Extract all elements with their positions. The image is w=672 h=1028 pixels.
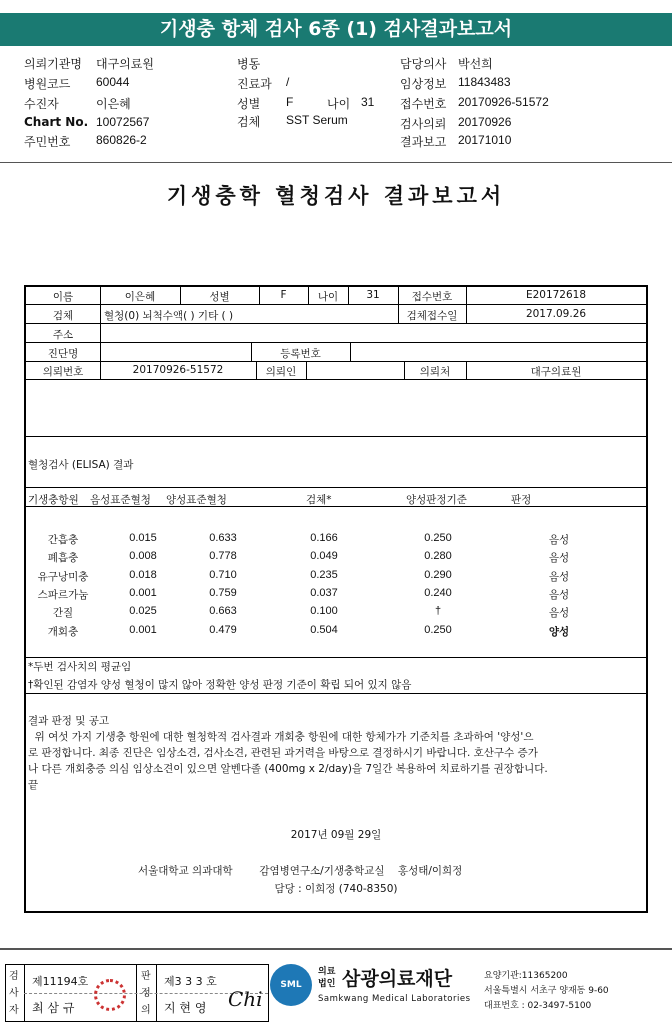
- footer: [0, 958, 672, 1028]
- signature: Chi: [228, 987, 263, 1011]
- row-pos: 0.759: [209, 586, 237, 599]
- patient-label: 수진자: [24, 97, 59, 111]
- row-name: 폐흡충: [47, 552, 79, 565]
- chart-value: 10072567: [96, 115, 150, 129]
- report-box: [24, 285, 648, 913]
- diagnosis-label: 진단명: [47, 348, 79, 360]
- row-result: 음성: [548, 607, 570, 620]
- row-neg: 0.015: [129, 532, 157, 544]
- org-code: 요양기관:11365200: [484, 971, 568, 981]
- row-sample: 0.166: [310, 532, 338, 544]
- chart-label: Chart No.: [24, 115, 89, 129]
- dept-label: 진료과: [237, 77, 272, 91]
- row-sample: 0.037: [310, 586, 338, 599]
- request-place-value: 대구의료원: [530, 366, 582, 378]
- conclusion-line: 끝: [28, 779, 39, 791]
- report-date-value: 20171010: [458, 133, 512, 147]
- conclusion-line: 위 여섯 가지 기생충 항원에 대한 혈청학적 검사결과 개회충 항원에 대한 항체가가 기준치를 초과하여 '양성'으: [28, 731, 534, 743]
- ward-label: 병동: [237, 57, 261, 71]
- specimen-options: 혈청(0) 뇌척수액( ) 기타 ( ): [104, 310, 234, 322]
- row-sample: 0.504: [310, 623, 338, 636]
- row-pos: 0.778: [209, 550, 237, 563]
- examiner-label: 검사자: [9, 971, 19, 1016]
- row-cutoff: 0.250: [424, 532, 452, 544]
- row-sample: 0.100: [310, 605, 338, 618]
- sex-label-2: 성별: [209, 291, 230, 303]
- row-pos: 0.663: [209, 605, 237, 618]
- age-label-2: 나이: [317, 291, 339, 303]
- address-label: 주소: [52, 329, 74, 341]
- note-1: *두번 검사치의 평균임: [28, 661, 132, 673]
- register-label: 등록번호: [280, 348, 321, 360]
- request-value: 20170926: [458, 115, 512, 129]
- institution-label: 의뢰기관명: [24, 57, 82, 71]
- row-name: 간질: [52, 607, 74, 620]
- col-antigen: 기생충항원: [28, 494, 79, 506]
- note-2: †확인된 감염자 양성 혈청이 많지 않아 정확한 양성 판정 기준이 확립 되어 있지 않음: [28, 679, 412, 691]
- col-sample: 검체*: [306, 494, 332, 506]
- row-name: 스파르가눔: [37, 588, 89, 601]
- row-sample: 0.049: [310, 550, 338, 563]
- collect-value: 2017.09.26: [525, 308, 587, 320]
- row-neg: 0.008: [129, 550, 157, 563]
- sex-label: 성별: [237, 97, 261, 111]
- org-address: 서울특별시 서초구 양재동 9-60: [484, 986, 609, 996]
- row-pos: 0.710: [209, 568, 237, 581]
- signature-box: [5, 964, 269, 1022]
- institution-value: 대구의료원: [96, 57, 154, 71]
- row-neg: 0.001: [129, 586, 157, 599]
- page-title: 기생충 항체 검사 6종 (1) 검사결과보고서: [0, 13, 672, 46]
- org-name: 삼광의료재단: [342, 968, 453, 990]
- conclusion-line: 로 판정합니다. 최종 진단은 임상소견, 검사소견, 관련된 과거력을 바탕으로 결정하시기 바랍니다. 호산구수 증가: [28, 747, 538, 759]
- hospital-code-label: 병원코드: [24, 77, 71, 91]
- report-date: 2017년 09월 29일: [290, 829, 382, 841]
- collect-label: 검체접수일: [406, 310, 458, 322]
- request-no-label: 의뢰번호: [42, 366, 84, 378]
- receipt-label: 접수번호: [400, 97, 447, 111]
- sex-value-2: F: [280, 289, 287, 301]
- contact: 담당 : 이희정 (740-8350): [274, 883, 398, 895]
- row-cutoff: 0.240: [424, 586, 452, 599]
- row-name: 간흡충: [47, 534, 79, 546]
- org-phone: 대표번호 : 02-3497-5100: [484, 1001, 592, 1011]
- conclusion-line: 나 다른 개회충증 의심 임상소견이 있으면 알벤다졸 (400mg x 2/day)을 7일간 복용하여 치료하기를 권장합니다.: [28, 763, 548, 775]
- footer-divider: [0, 948, 672, 950]
- clinical-value: 11843483: [458, 75, 511, 89]
- row-cutoff: 0.280: [424, 550, 452, 563]
- name-label: 이름: [52, 291, 74, 303]
- age-label: 나이: [327, 97, 351, 111]
- row-cutoff: †: [434, 605, 442, 618]
- col-result: 판정: [511, 494, 532, 506]
- reviewer-name: 지 현 영: [164, 1001, 207, 1015]
- org-english: Samkwang Medical Laboratories: [318, 994, 471, 1004]
- row-name: 개회충: [47, 625, 79, 638]
- logo-text: SML: [280, 980, 302, 990]
- row-result: 양성: [548, 625, 570, 638]
- examiner-no: 제11194호: [32, 975, 89, 988]
- rrn-value: 860826-2: [96, 133, 147, 147]
- header-divider: [0, 162, 672, 163]
- row-cutoff: 0.250: [424, 623, 452, 636]
- patient-value: 이은혜: [96, 97, 131, 111]
- reviewer-label: 판정의: [141, 971, 151, 1016]
- receipt-label-2: 접수번호: [411, 291, 453, 303]
- request-label: 검사의뢰: [400, 117, 447, 131]
- report-date-label: 결과보고: [400, 135, 447, 149]
- specimen-value: SST Serum: [286, 113, 348, 127]
- row-name: 유구낭미충: [37, 570, 89, 583]
- row-cutoff: 0.290: [424, 568, 452, 581]
- sex-value: F: [286, 95, 294, 109]
- row-result: 음성: [548, 552, 570, 565]
- age-value: 31: [361, 95, 375, 109]
- row-result: 음성: [548, 534, 570, 546]
- receipt-value: 20170926-51572: [458, 95, 549, 109]
- col-neg: 음성표준혈청: [90, 494, 151, 506]
- row-pos: 0.633: [209, 532, 237, 544]
- conclusion-title: 결과 판정 및 공고: [28, 715, 110, 727]
- org-prefix: 의료 법인: [318, 967, 336, 989]
- col-cutoff: 양성판정기준: [406, 494, 467, 506]
- age-value-2: 31: [366, 289, 380, 301]
- request-place-label: 의뢰처: [419, 366, 451, 378]
- examiner-name: 최 삼 규: [32, 1001, 75, 1015]
- hospital-code-value: 60044: [96, 75, 130, 89]
- report-title: 기생충학 혈청검사 결과보고서: [166, 183, 506, 208]
- reviewer-no: 제3 3 3 호: [164, 975, 217, 988]
- doctor-value: 박선희: [458, 57, 493, 71]
- row-neg: 0.001: [129, 623, 157, 636]
- name-value: 이은혜: [124, 291, 156, 303]
- col-pos: 양성표준혈청: [166, 494, 227, 506]
- dept-value: /: [286, 75, 290, 89]
- specimen-label: 검체: [237, 115, 261, 129]
- row-result: 음성: [548, 570, 570, 583]
- seal-icon: [94, 979, 126, 1011]
- affiliation: 서울대학교 의과대학 감염병연구소/기생충학교실 홍성태/이희정: [138, 865, 463, 877]
- rrn-label: 주민번호: [24, 135, 71, 149]
- row-pos: 0.479: [209, 623, 237, 636]
- receipt-value-2: E20172618: [525, 289, 587, 301]
- row-neg: 0.018: [129, 568, 157, 581]
- doctor-label: 담당의사: [400, 57, 447, 71]
- row-neg: 0.025: [129, 605, 157, 618]
- specimen-label-2: 검체: [52, 310, 74, 322]
- clinical-label: 임상정보: [400, 77, 447, 91]
- section-title: 혈청검사 (ELISA) 결과: [28, 459, 134, 471]
- request-no-value: 20170926-51572: [132, 364, 224, 376]
- row-sample: 0.235: [310, 568, 338, 581]
- row-result: 음성: [548, 588, 570, 601]
- requester-label: 의뢰인: [265, 366, 297, 378]
- sml-logo-icon: [270, 964, 312, 1006]
